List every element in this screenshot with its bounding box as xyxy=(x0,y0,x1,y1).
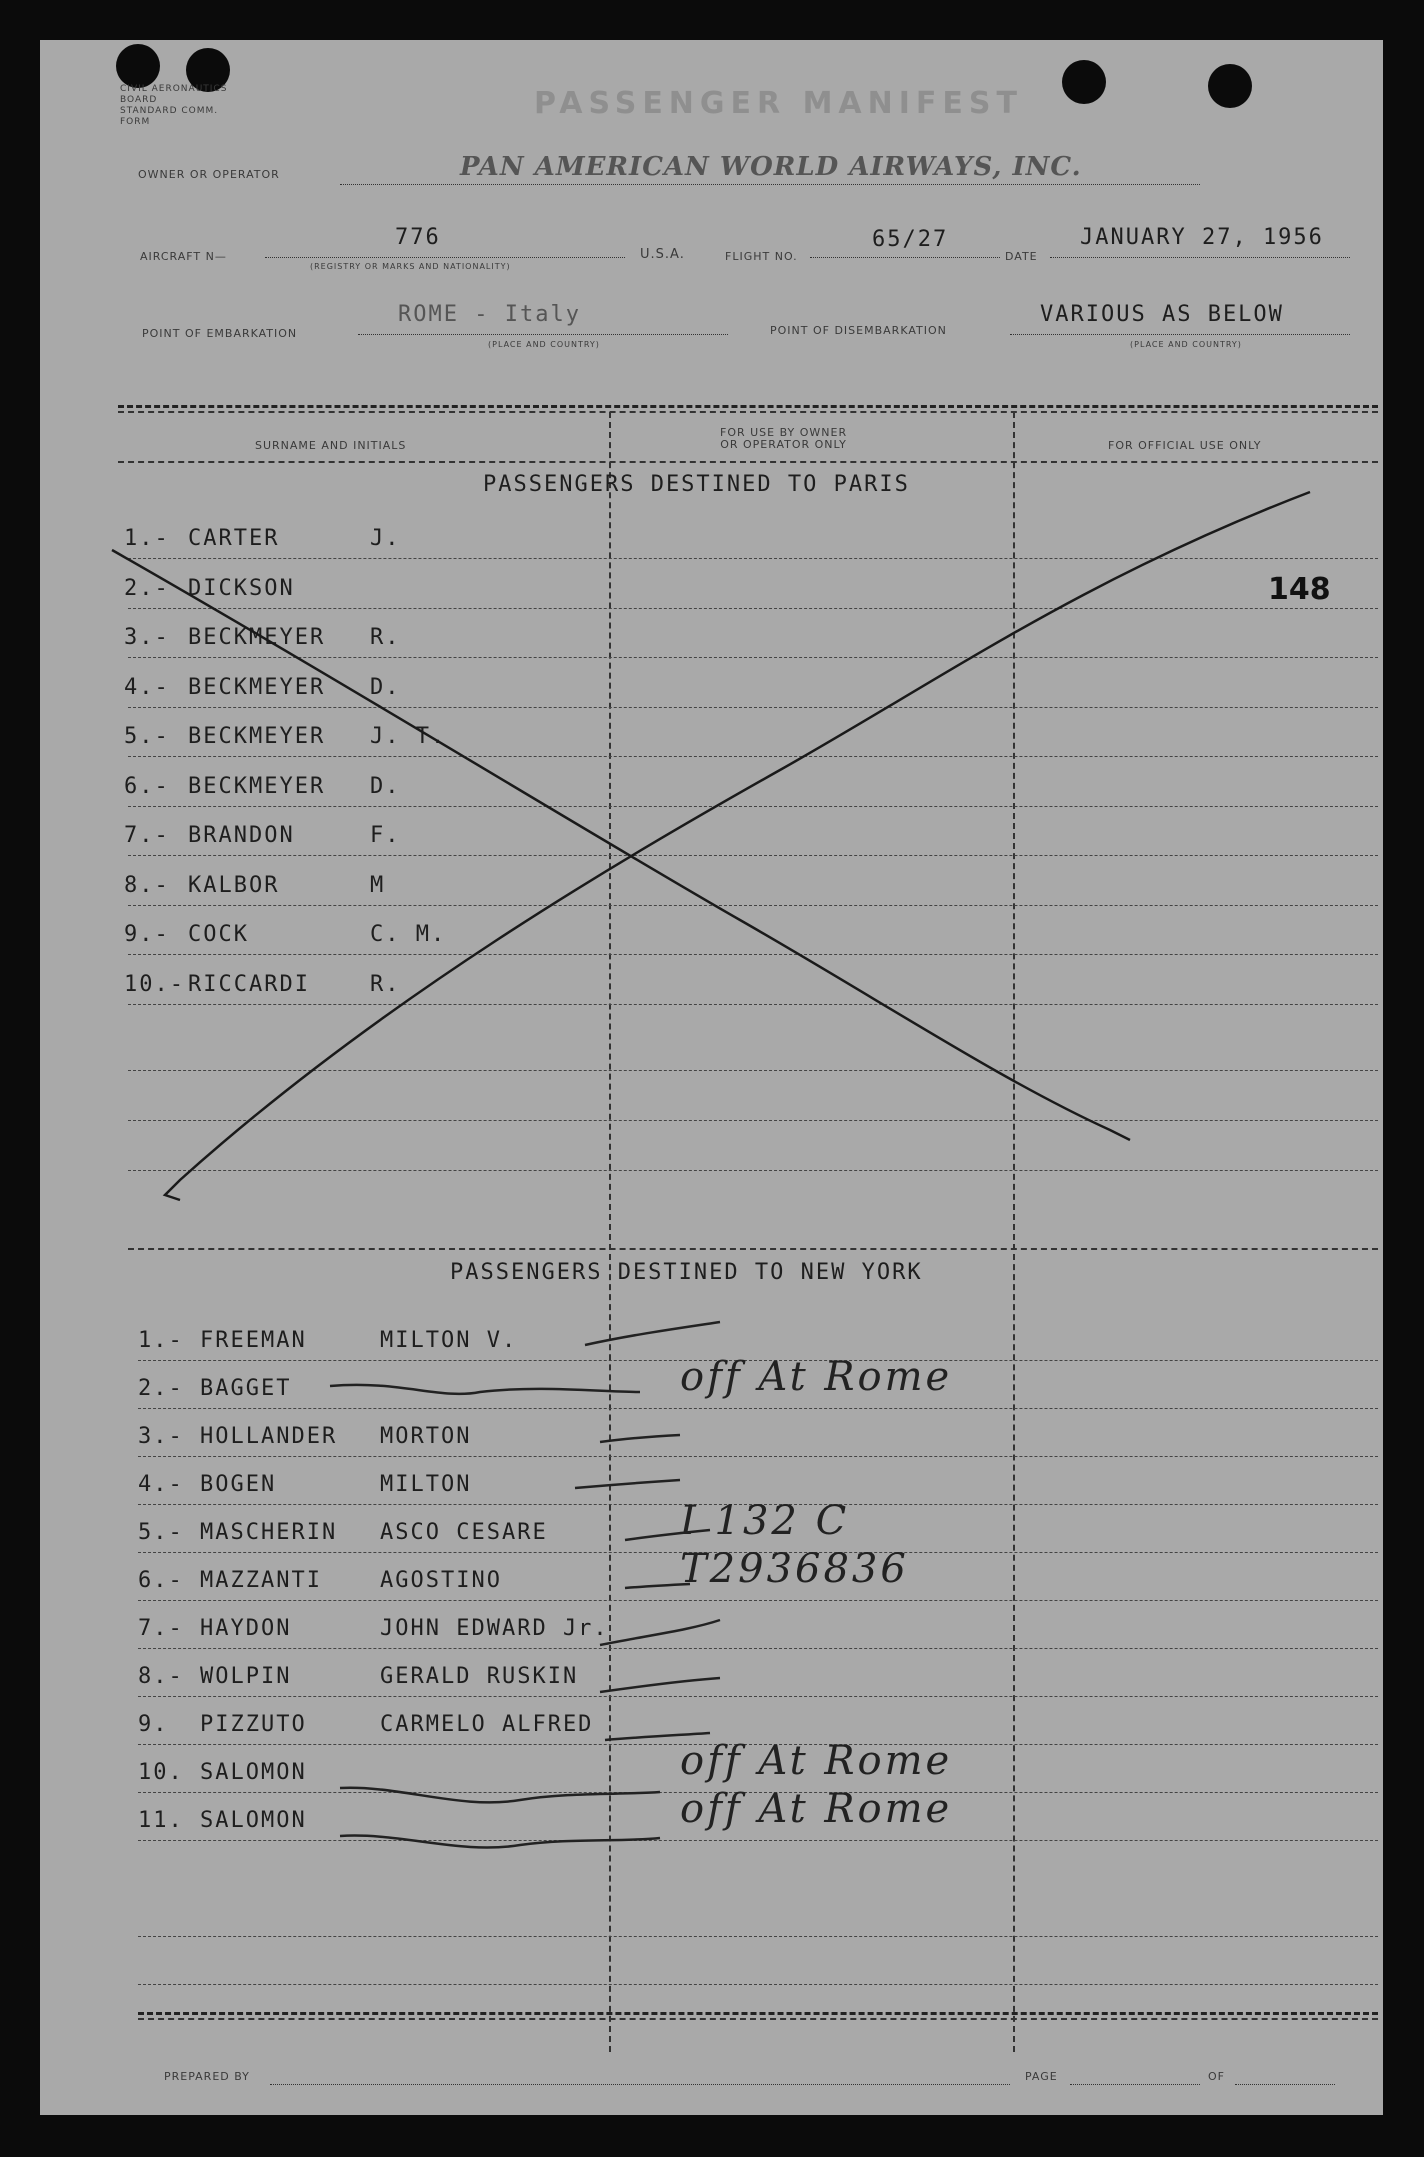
passenger-surname: CARTER xyxy=(188,526,280,551)
passenger-surname: COCK xyxy=(188,922,249,947)
passenger-surname: HOLLANDER xyxy=(200,1424,338,1449)
passenger-number: 4.- xyxy=(124,674,170,700)
page-label: PAGE xyxy=(1025,2070,1058,2083)
passenger-surname: MAZZANTI xyxy=(200,1568,322,1593)
handwritten-note: I 132 C xyxy=(680,1498,850,1544)
prepared-label: PREPARED BY xyxy=(164,2070,250,2083)
cross-out-mark xyxy=(40,40,1383,2115)
of-label: OF xyxy=(1208,2070,1225,2083)
passenger-initials: GERALD RUSKIN xyxy=(380,1664,579,1689)
passenger-number: 1.- xyxy=(124,526,170,551)
corner-stamp-line: STANDARD COMM. xyxy=(120,106,219,116)
col-official-use: FOR OFFICIAL USE ONLY xyxy=(1108,439,1262,452)
passenger-surname: RICCARDI xyxy=(188,971,310,997)
embark-sub: (PLACE AND COUNTRY) xyxy=(488,340,600,349)
passenger-surname: HAYDON xyxy=(200,1616,292,1641)
disembark-label: POINT OF DISEMBARKATION xyxy=(770,324,947,337)
col-surname: SURNAME AND INITIALS xyxy=(255,439,407,452)
page-underline xyxy=(1070,2084,1200,2085)
disembark-sub: (PLACE AND COUNTRY) xyxy=(1130,340,1242,349)
passenger-number: 10. xyxy=(138,1760,184,1785)
handwritten-note: off At Rome xyxy=(680,1786,953,1832)
passenger-number: 4.- xyxy=(138,1472,184,1497)
table-bottom-rule xyxy=(138,2018,1378,2020)
passenger-number: 5.- xyxy=(138,1520,184,1545)
passenger-initials: D. xyxy=(370,773,401,799)
passenger-initials: ASCO CESARE xyxy=(380,1520,548,1545)
handwritten-note: T2936836 xyxy=(680,1546,909,1592)
passenger-surname: SALOMON xyxy=(200,1808,307,1833)
passenger-initials: J. xyxy=(370,526,401,551)
of-underline xyxy=(1235,2084,1335,2085)
passenger-number: 6.- xyxy=(138,1568,184,1593)
embark-label: POINT OF EMBARKATION xyxy=(142,327,298,340)
passenger-number: 2.- xyxy=(138,1376,184,1401)
owner-label: OWNER OR OPERATOR xyxy=(138,168,280,181)
passenger-number: 11. xyxy=(138,1808,184,1833)
passenger-number: 7.- xyxy=(124,823,170,848)
passenger-surname: BECKMEYER xyxy=(188,724,326,749)
handwritten-note: off At Rome xyxy=(680,1354,953,1400)
corner-stamp-line: CIVIL AERONAUTICS xyxy=(120,84,228,94)
newyork-heading: PASSENGERS DESTINED TO NEW YORK xyxy=(450,1260,923,1285)
passenger-surname: BECKMEYER xyxy=(188,773,326,799)
embark-value: ROME - Italy xyxy=(398,302,581,327)
flight-prefix: U.S.A. xyxy=(640,247,685,262)
passenger-number: 3.- xyxy=(138,1424,184,1449)
passenger-number: 1.- xyxy=(138,1328,184,1353)
passenger-number: 7.- xyxy=(138,1616,184,1641)
passenger-initials: AGOSTINO xyxy=(380,1568,502,1593)
col-owner-use-line: FOR USE BY OWNER xyxy=(720,426,848,439)
aircraft-sub: (REGISTRY OR MARKS AND NATIONALITY) xyxy=(310,262,511,271)
table-bottom-rule xyxy=(138,2012,1378,2015)
passenger-initials: J. T. xyxy=(370,724,447,749)
passenger-initials: R. xyxy=(370,971,401,997)
corner-stamp-line: BOARD xyxy=(120,95,158,105)
passenger-initials: M xyxy=(370,872,386,898)
passenger-initials: MILTON V. xyxy=(380,1328,518,1353)
passenger-surname: KALBOR xyxy=(188,872,280,898)
passenger-surname: BECKMEYER xyxy=(188,674,326,700)
passenger-surname: BOGEN xyxy=(200,1472,277,1497)
flight-value: 65/27 xyxy=(872,227,949,252)
passenger-number: 9. xyxy=(138,1712,169,1737)
passenger-number: 6.- xyxy=(124,773,170,799)
passenger-surname: MASCHERIN xyxy=(200,1520,338,1545)
passenger-number: 8.- xyxy=(124,872,170,898)
passenger-surname: BRANDON xyxy=(188,823,295,848)
aircraft-value: 776 xyxy=(395,225,441,250)
passenger-number: 2.- xyxy=(124,575,170,601)
passenger-surname: BAGGET xyxy=(200,1376,292,1401)
passenger-surname: FREEMAN xyxy=(200,1328,307,1353)
paris-heading: PASSENGERS DESTINED TO PARIS xyxy=(483,472,910,497)
passenger-surname: SALOMON xyxy=(200,1760,307,1785)
passenger-initials: C. M. xyxy=(370,922,447,947)
passenger-surname: PIZZUTO xyxy=(200,1712,307,1737)
corner-stamp-line: FORM xyxy=(120,117,151,127)
disembark-value: VARIOUS AS BELOW xyxy=(1040,302,1284,327)
passenger-initials: D. xyxy=(370,674,401,700)
aircraft-label: AIRCRAFT N— xyxy=(140,250,227,263)
date-label: DATE xyxy=(1005,250,1038,263)
passenger-surname: WOLPIN xyxy=(200,1664,292,1689)
owner-value: PAN AMERICAN WORLD AIRWAYS, INC. xyxy=(460,152,1082,182)
passenger-number: 5.- xyxy=(124,724,170,749)
date-value: JANUARY 27, 1956 xyxy=(1080,225,1324,250)
flight-label: FLIGHT NO. xyxy=(725,250,798,263)
official-stamp-number: 148 xyxy=(1268,572,1331,607)
passenger-initials: MILTON xyxy=(380,1472,472,1497)
passenger-number: 8.- xyxy=(138,1664,184,1689)
passenger-initials: R. xyxy=(370,625,401,650)
handwritten-note: off At Rome xyxy=(680,1738,953,1784)
page-title: PASSENGER MANIFEST xyxy=(534,86,1023,121)
passenger-number: 10.- xyxy=(124,971,185,997)
prepared-underline xyxy=(270,2084,1010,2085)
passenger-number: 9.- xyxy=(124,922,170,947)
passenger-initials: CARMELO ALFRED xyxy=(380,1712,594,1737)
passenger-initials: F. xyxy=(370,823,401,848)
manifest-sheet xyxy=(40,40,1383,2115)
passenger-initials: MORTON xyxy=(380,1424,472,1449)
passenger-surname: DICKSON xyxy=(188,575,295,601)
col-owner-use-line: OR OPERATOR ONLY xyxy=(720,438,847,451)
passenger-number: 3.- xyxy=(124,625,170,650)
passenger-initials: JOHN EDWARD Jr. xyxy=(380,1616,609,1641)
passenger-surname: BECKMEYER xyxy=(188,625,326,650)
